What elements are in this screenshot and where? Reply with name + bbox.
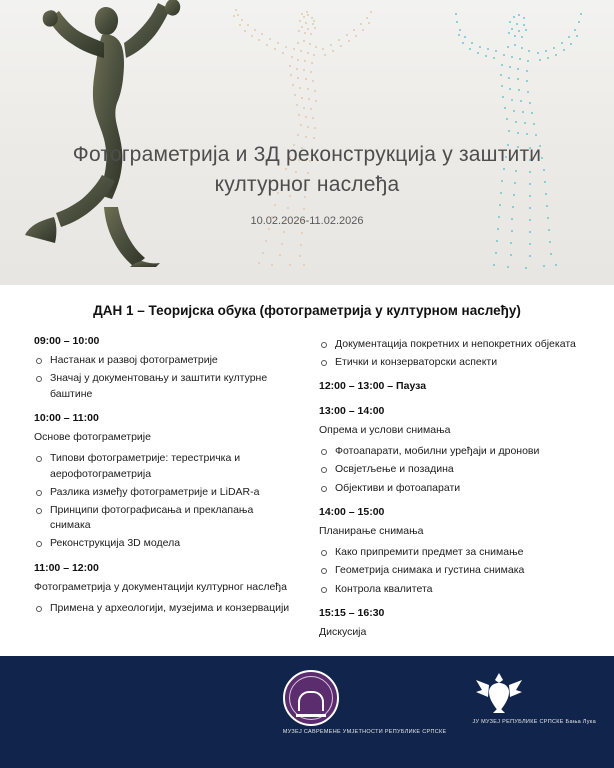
session-title: Дискусија [319,626,367,639]
program-column-right [319,334,580,646]
day-title: ДАН 1 – Теоријска обука (фотограметрија у културном наслеђу) [93,303,521,318]
session-title: Опрема и услови снимања [319,423,451,436]
session-bullet-list [319,545,580,597]
list-item: Примена у археологији, музејима и конзервацији [34,601,295,616]
list-item: Како припремити предмет за снимање [319,545,580,560]
session-bullet-list [34,601,295,616]
list-item: Типови фотограметрије: терестричка и аерофотограметрија [34,451,295,481]
hero-text-block [0,140,614,227]
logo-institute [472,670,596,725]
list-item: Значај у документовању и заштити културне баштине [34,371,295,401]
list-item: Настанак и развој фотограметрије [34,353,295,368]
logo-institute-caption: ЈУ МУЗЕЈ РЕПУБЛИКЕ СРПСКЕ Бања Лука [472,719,596,725]
hero-banner [0,0,614,285]
session-title: Фотограметрија у документацији културног наслеђа [34,580,287,593]
session-title: Основе фотограметрије [34,431,151,444]
program-column-left [34,334,295,619]
schedule-time: 14:00 – 15:00 [319,505,385,518]
program-columns [34,334,580,646]
list-item: Фотоапарати, мобилни уређаји и дронови [319,444,580,459]
schedule-time: 11:00 – 12:00 [34,561,99,574]
schedule-time: 12:00 – 13:00 – Пауза [319,380,427,393]
session-bullet-list [319,337,580,370]
list-item: Реконструкција 3D модела [34,536,295,551]
schedule-time: 09:00 – 10:00 [34,335,100,347]
schedule-time: 10:00 – 11:00 [34,411,99,424]
list-item: Освјетљење и позадина [319,462,580,477]
event-dates: 10.02.2026-11.02.2026 [250,214,364,227]
schedule-time: 13:00 – 14:00 [319,404,385,417]
page-title: Фотограметрија и 3Д реконструкција у заштити културног наслеђа [72,143,542,197]
list-item: Геометрија снимака и густина снимака [319,563,580,578]
session-bullet-list [319,444,580,496]
list-item: Објективи и фотоапарати [319,481,580,496]
session-bullet-list [34,451,295,551]
list-item: Контрола квалитета [319,582,580,597]
program-section [0,285,614,646]
bronze-statue-image [6,0,191,267]
list-item: Етички и конзерваторски аспекти [319,355,580,370]
logo-museum-caption: МУЗЕЈ САВРЕМЕНЕ УМЈЕТНОСТИ РЕПУБЛИКЕ СРПСКЕ [282,729,447,735]
logo-museum [283,670,447,735]
list-item: Разлика између фотограметрије и LiDAR-a [34,485,295,500]
schedule-time: 15:15 – 16:30 [319,606,385,619]
session-bullet-list [34,353,295,402]
eagle-emblem-icon [472,670,526,716]
footer-bar [0,656,614,768]
list-item: Принципи фотографисања и преклапања снимака [34,503,295,533]
footer-logos [283,670,596,735]
museum-emblem-icon [283,670,339,726]
session-title: Планирање снимања [319,524,424,537]
list-item: Документација покретних и непокретних објеката [319,337,580,352]
pointcloud-figure-beige [228,3,378,275]
